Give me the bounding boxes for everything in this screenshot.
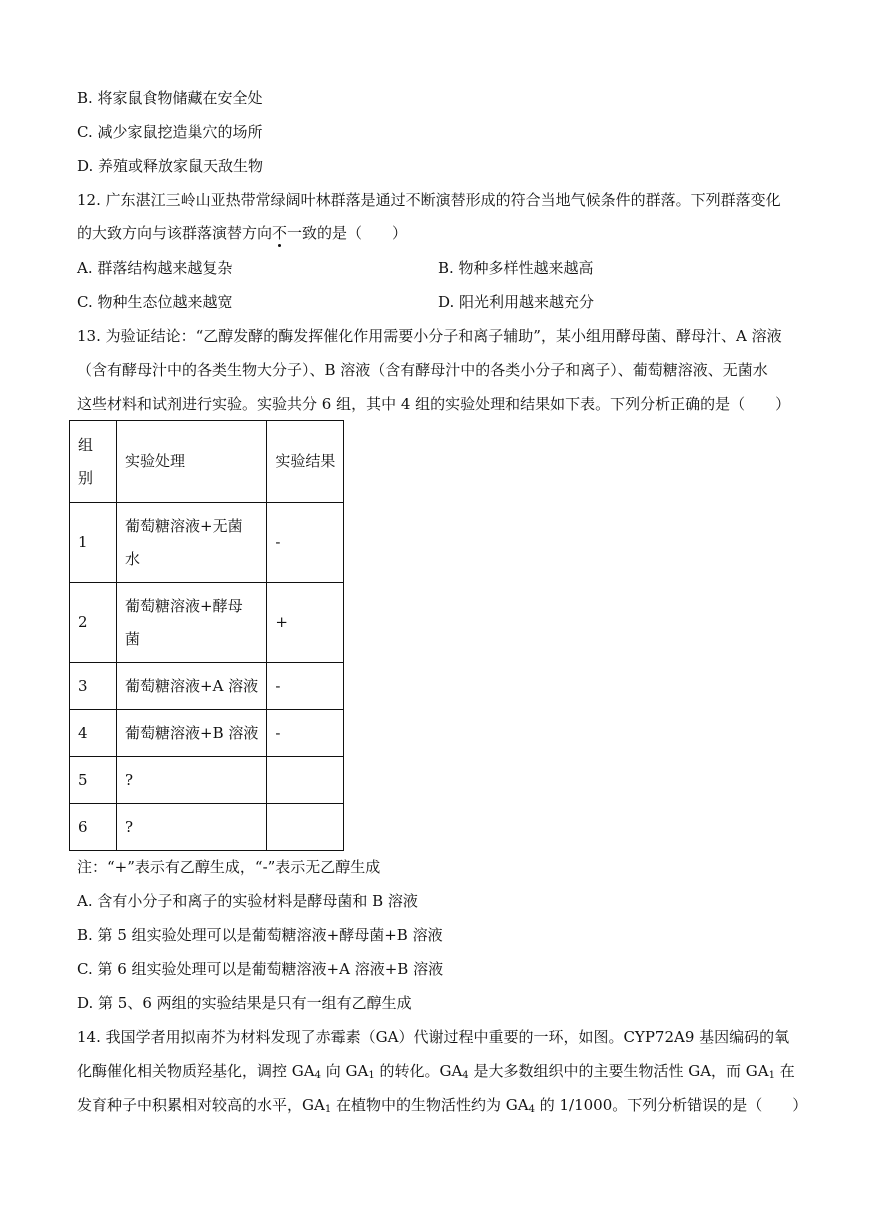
q14-stem-line3	[77, 1095, 807, 1115]
row-treatment: ?	[117, 804, 267, 851]
row-result	[267, 757, 344, 804]
q14-text: 化酶催化相关物质羟基化，调控 GA	[77, 1062, 315, 1080]
q14-text: 在	[774, 1062, 795, 1080]
q13-option-a: A. 含有小分子和离子的实验材料是酵母菌和 B 溶液	[77, 892, 418, 910]
row-result	[267, 804, 344, 851]
row-result: +	[267, 583, 344, 663]
q14-subscript: 1	[768, 1070, 775, 1081]
table-row	[70, 663, 344, 710]
q14-subscript: 4	[462, 1070, 469, 1081]
row-group: 2	[70, 583, 117, 663]
table-row	[70, 804, 344, 851]
row-treatment: 葡萄糖溶液+酵母菌	[117, 583, 267, 663]
table-row	[70, 583, 344, 663]
table-row	[70, 757, 344, 804]
q12-stem-before: 的大致方向与该群落演替方向	[77, 224, 273, 242]
q13-stem-line1: 13. 为验证结论：“乙醇发酵的酶发挥催化作用需要小分子和离子辅助”，某小组用酵母菌、酵母汁、A 溶液	[77, 327, 782, 345]
q14-subscript: 1	[324, 1104, 332, 1115]
q13-option-b: B. 第 5 组实验处理可以是葡萄糖溶液+酵母菌+B 溶液	[77, 926, 443, 944]
q12-option-b: B. 物种多样性越来越高	[438, 259, 594, 277]
table-row	[70, 710, 344, 757]
table-row	[70, 503, 344, 583]
header-result: 实验结果	[267, 421, 344, 503]
q14-subscript: 4	[314, 1070, 321, 1081]
row-treatment: 葡萄糖溶液+B 溶液	[117, 710, 267, 757]
q13-option-d: D. 第 5、6 两组的实验结果是只有一组有乙醇生成	[77, 994, 412, 1012]
q14-text: 向 GA	[320, 1062, 369, 1080]
q14-text: 的转化。GA	[374, 1062, 463, 1080]
row-result: -	[267, 503, 344, 583]
table-header-row	[70, 421, 344, 503]
q14-stem-line1: 14. 我国学者用拟南芥为材料发现了赤霉素（GA）代谢过程中重要的一环，如图。CYP72A9 基因编码的氧	[77, 1028, 790, 1046]
experiment-table	[69, 420, 344, 851]
q11-option-d: D. 养殖或释放家鼠天敌生物	[77, 157, 264, 175]
q14-text: 发育种子中积累相对较高的水平，GA	[77, 1096, 325, 1114]
row-group: 1	[70, 503, 117, 583]
q14-text: 的 1/1000。下列分析错误的是（ ）	[534, 1096, 808, 1114]
header-group: 组别	[70, 421, 117, 503]
q12-option-a: A. 群落结构越来越复杂	[77, 259, 233, 277]
row-treatment: ?	[117, 757, 267, 804]
row-treatment: 葡萄糖溶液+A 溶液	[117, 663, 267, 710]
q12-stem-after: 一致的是（ ）	[287, 224, 408, 242]
row-result: -	[267, 663, 344, 710]
q13-note: 注：“+”表示有乙醇生成，“-”表示无乙醇生成	[77, 858, 381, 876]
q14-text: 在植物中的生物活性约为 GA	[331, 1096, 529, 1114]
q12-option-c: C. 物种生态位越来越宽	[77, 293, 233, 311]
row-group: 3	[70, 663, 117, 710]
row-treatment: 葡萄糖溶液+无菌水	[117, 503, 267, 583]
q13-stem-line2: （含有酵母汁中的各类生物大分子）、B 溶液（含有酵母汁中的各类小分子和离子）、葡萄糖溶液、无菌水	[77, 361, 768, 379]
q12-option-d: D. 阳光利用越来越充分	[438, 293, 595, 311]
q14-subscript: 4	[528, 1104, 535, 1115]
q11-option-c: C. 减少家鼠挖造巢穴的场所	[77, 123, 263, 141]
row-result: -	[267, 710, 344, 757]
header-treatment: 实验处理	[117, 421, 267, 503]
q14-text: 是大多数组织中的主要生物活性 GA，而 GA	[468, 1062, 769, 1080]
row-group: 6	[70, 804, 117, 851]
q14-stem-line2	[77, 1061, 795, 1081]
q11-option-b: B. 将家鼠食物储藏在安全处	[77, 89, 263, 107]
q12-stem-line2	[77, 223, 407, 243]
row-group: 5	[70, 757, 117, 804]
row-group: 4	[70, 710, 117, 757]
q13-stem-line3: 这些材料和试剂进行实验。实验共分 6 组，其中 4 组的实验处理和结果如下表。下列分析正确的是（ ）	[77, 395, 791, 413]
q14-subscript: 1	[368, 1070, 375, 1081]
q12-stem-line1: 12. 广东湛江三岭山亚热带常绿阔叶林群落是通过不断演替形成的符合当地气候条件的群落。下列群落变化	[77, 191, 781, 209]
q13-option-c: C. 第 6 组实验处理可以是葡萄糖溶液+A 溶液+B 溶液	[77, 960, 444, 978]
q12-emphasis-word: 不	[272, 224, 288, 242]
